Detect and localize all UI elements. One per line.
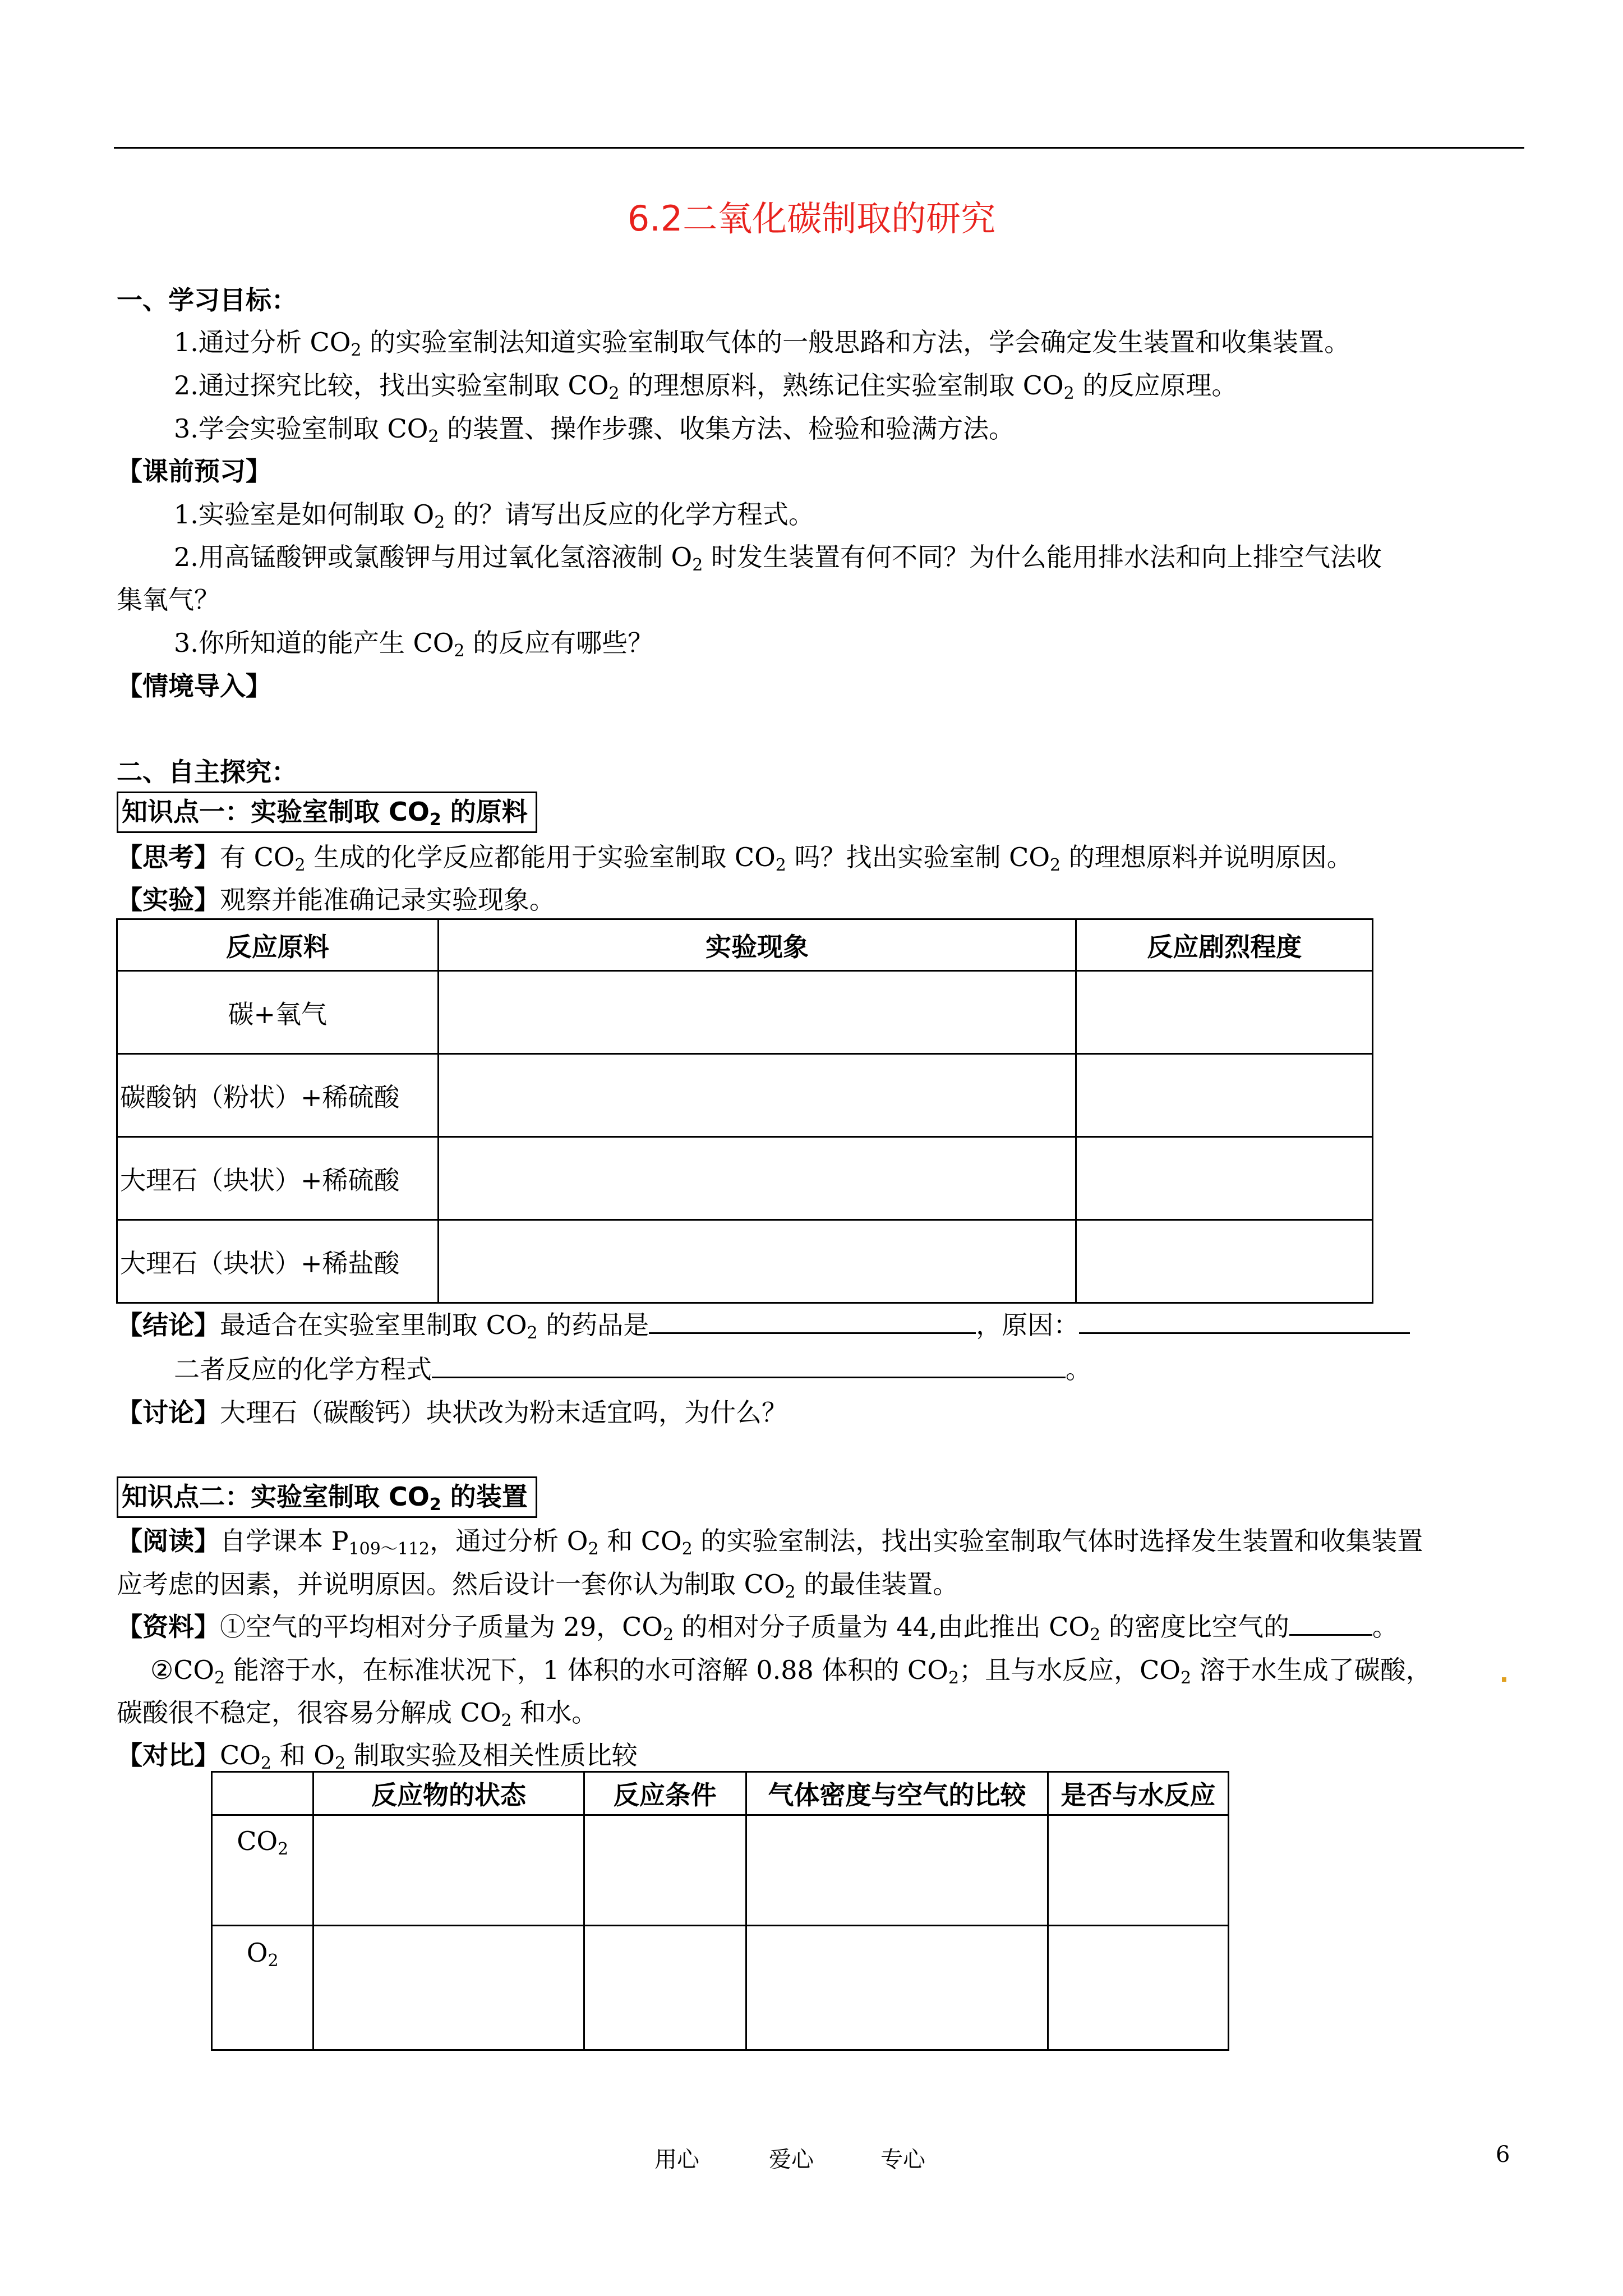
info-line-3: 碳酸很不稳定，很容易分解成 $CO_2$ 和水。 <box>117 1697 598 1731</box>
material-cell: 大理石（块状）+稀硫酸 <box>117 1137 439 1220</box>
material-cell: 碳+氧气 <box>117 971 439 1054</box>
table-row <box>117 1137 1373 1220</box>
equation-label: 二者反应的化学方程式 <box>174 1354 432 1384</box>
comparison-table <box>211 1771 1229 2051</box>
observation-cell[interactable] <box>438 1220 1076 1303</box>
compare-text: $CO_2$ 和 $O_2$ 制取实验及相关性质比较 <box>220 1740 638 1773</box>
page-number: 6 <box>1496 2142 1510 2168</box>
goal-1: 1.通过分析 $CO_2$ 的实验室制法知道实验室制取气体的一般思路和方法，学会确定发生装置和收集装置。 <box>174 327 1350 360</box>
footer-motto-2: 爱心 <box>769 2147 814 2173</box>
info-period: 。 <box>1372 1612 1398 1642</box>
material-cell: 碳酸钠（粉状）+稀硫酸 <box>117 1054 439 1137</box>
info-line-1 <box>117 1612 1398 1645</box>
info-label: 【资料】 <box>117 1612 220 1642</box>
table-header-cell: 是否与水反应 <box>1048 1772 1228 1815</box>
experiment-line <box>117 887 555 913</box>
reading-label: 【阅读】 <box>117 1526 220 1556</box>
table-header-cell: 反应原料 <box>117 919 439 971</box>
answer-cell[interactable] <box>313 1815 584 1926</box>
intensity-cell[interactable] <box>1076 1220 1373 1303</box>
gas-label-cell: $O_2$ <box>212 1926 313 2050</box>
table-header-cell: 实验现象 <box>438 919 1076 971</box>
preview-heading: 【课前预习】 <box>117 456 271 486</box>
compare-label: 【对比】 <box>117 1740 220 1770</box>
gas-label-cell: $CO_2$ <box>212 1815 313 1926</box>
discussion-line <box>117 1397 787 1428</box>
density-blank[interactable] <box>1289 1628 1372 1636</box>
table-row <box>212 1926 1229 2050</box>
answer-cell[interactable] <box>1048 1815 1228 1926</box>
goal-2: 2.通过探究比较，找出实验室制取 $CO_2$ 的理想原料，熟练记住实验室制取 $CO_2$ 的反应原理。 <box>174 370 1238 403</box>
think-text: 有 $CO_2$ 生成的化学反应都能用于实验室制取 $CO_2$ 吗？找出实验室制 $CO_2$ 的理想原料并说明原因。 <box>220 842 1353 875</box>
section-heading-explore: 二、自主探究： <box>117 757 297 787</box>
conclusion-reason-label: ，原因： <box>976 1310 1080 1340</box>
answer-cell[interactable] <box>746 1926 1048 2050</box>
reading-text: 自学课本 $P_{109\sim 112}$，通过分析 $O_2$ 和 $CO_2$ 的实验室制法，找出实验室制取气体时选择发生装置和收集装置 <box>220 1526 1423 1559</box>
answer-cell[interactable] <box>313 1926 584 2050</box>
intensity-cell[interactable] <box>1076 1054 1373 1137</box>
footer-motto-3: 专心 <box>880 2147 925 2173</box>
table-header-row <box>117 919 1373 971</box>
info-line-2: $②CO_2$ 能溶于水，在标准状况下，1 体积的水可溶解 0.88 体积的 $CO_2$；且与水反应，$CO_2$ 溶于水生成了碳酸， <box>150 1655 1432 1688</box>
table-header-cell: 反应条件 <box>584 1772 746 1815</box>
discussion-text: 大理石（碳酸钙）块状改为粉末适宜吗，为什么？ <box>220 1397 787 1428</box>
reading-line-1 <box>117 1526 1423 1559</box>
compare-line <box>117 1740 638 1773</box>
section-heading-goals: 一、学习目标： <box>117 285 297 315</box>
info-text: ①空气的平均相对分子质量为 29，$CO_2$ 的相对分子质量为 44,由此推出 $CO_2$ 的密度比空气的 <box>220 1612 1289 1645</box>
table-row <box>117 971 1373 1054</box>
answer-cell[interactable] <box>1048 1926 1228 2050</box>
conclusion-label: 【结论】 <box>117 1310 220 1340</box>
intensity-cell[interactable] <box>1076 1137 1373 1220</box>
answer-cell[interactable] <box>584 1926 746 2050</box>
goal-3: 3.学会实验室制取 $CO_2$ 的装置、操作步骤、收集方法、检验和验满方法。 <box>174 413 1015 447</box>
material-cell: 大理石（块状）+稀盐酸 <box>117 1220 439 1303</box>
think-line <box>117 842 1353 875</box>
preview-question-2-cont: 集氧气？ <box>117 585 220 615</box>
think-label: 【思考】 <box>117 842 220 872</box>
page-title: 6.2二氧化碳制取的研究 <box>627 198 996 239</box>
experiment-label: 【实验】 <box>117 885 220 915</box>
table-header-row <box>212 1772 1229 1815</box>
table-header-cell <box>212 1772 313 1815</box>
answer-cell[interactable] <box>584 1815 746 1926</box>
observation-cell[interactable] <box>438 1137 1076 1220</box>
stray-mark <box>1502 1677 1506 1682</box>
knowledge-point-1: 知识点一：实验室制取 $CO_2$ 的原料 <box>117 799 537 825</box>
preview-question-2: 2.用高锰酸钾或氯酸钾与用过氧化氢溶液制 $O_2$ 时发生装置有何不同？为什么能用排水法和向上排空气法收 <box>174 542 1382 575</box>
table-header-cell: 气体密度与空气的比较 <box>746 1772 1048 1815</box>
answer-cell[interactable] <box>746 1815 1048 1926</box>
table-row <box>117 1220 1373 1303</box>
equation-line <box>174 1356 1091 1382</box>
footer-motto-1: 用心 <box>654 2147 699 2173</box>
equation-blank[interactable] <box>432 1371 1066 1378</box>
conclusion-answer-blank[interactable] <box>649 1327 976 1334</box>
reading-line-2: 应考虑的因素，并说明原因。然后设计一套你认为制取 $CO_2$ 的最佳装置。 <box>117 1569 959 1602</box>
situation-heading: 【情境导入】 <box>117 671 271 701</box>
header-rule <box>114 147 1524 149</box>
preview-question-3: 3.你所知道的能产生 $CO_2$ 的反应有哪些？ <box>174 628 654 661</box>
conclusion-line <box>117 1310 1410 1343</box>
experiment-text: 观察并能准确记录实验现象。 <box>220 885 555 915</box>
table-header-cell: 反应物的状态 <box>313 1772 584 1815</box>
knowledge-point-2: 知识点二：实验室制取 $CO_2$ 的装置 <box>117 1484 537 1510</box>
observation-cell[interactable] <box>438 1054 1076 1137</box>
table-row <box>212 1815 1229 1926</box>
table-row <box>117 1054 1373 1137</box>
discussion-label: 【讨论】 <box>117 1397 220 1428</box>
table-header-cell: 反应剧烈程度 <box>1076 919 1373 971</box>
preview-question-1: 1.实验室是如何制取 $O_2$ 的？请写出反应的化学方程式。 <box>174 499 814 532</box>
experiment-table <box>116 918 1373 1304</box>
equation-period: 。 <box>1066 1354 1091 1384</box>
conclusion-reason-blank[interactable] <box>1079 1327 1410 1334</box>
observation-cell[interactable] <box>438 971 1076 1054</box>
intensity-cell[interactable] <box>1076 971 1373 1054</box>
conclusion-text: 最适合在实验室里制取 $CO_2$ 的药品是 <box>220 1310 649 1343</box>
